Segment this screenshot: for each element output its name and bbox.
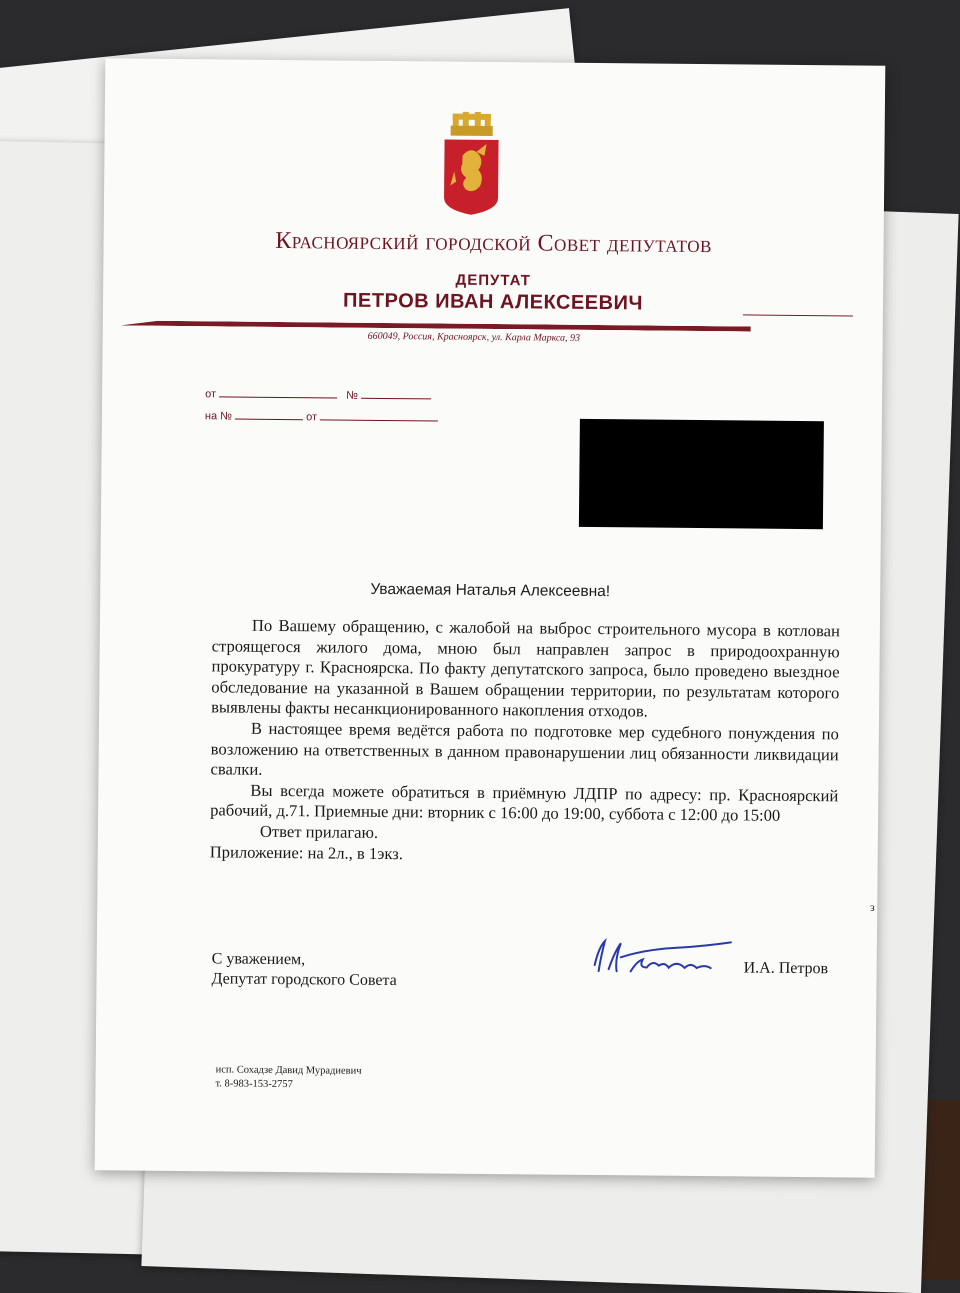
body-paragraph: Ответ прилагаю.: [259, 821, 379, 842]
executor-name: исп. Сохадзе Давид Мурадиевич: [215, 1064, 362, 1077]
registration-from-row: [205, 387, 431, 402]
number-blank: [361, 389, 431, 400]
deputy-name: ПЕТРОВ ИВАН АЛЕКСЕЕВИЧ: [343, 289, 644, 315]
reply-number-blank: [235, 410, 303, 421]
reply-from-label: от: [306, 411, 318, 424]
body-paragraph: Вы всегда можете обратиться в приёмную ЛДПР по адресу: пр. Красноярский рабочий, д.71. Приемные дни: вторник с 16:00 до 19:00, суббота с 12:00 до 15:00: [210, 780, 839, 826]
reply-date-blank: [320, 410, 438, 421]
reply-number-label: на №: [204, 410, 233, 423]
letter-body: [210, 615, 840, 868]
redacted-recipient-block: [579, 419, 824, 529]
closing-block: [211, 949, 397, 991]
krasnoyarsk-coat-of-arms-icon: [440, 112, 503, 217]
letterhead-rule: [121, 320, 751, 331]
closing-regards: С уважением,: [211, 950, 306, 969]
handwritten-signature: [585, 931, 735, 982]
council-name: Красноярский городской Совет депутатов: [275, 227, 713, 259]
letter-page: [95, 58, 886, 1177]
letterhead-address: 660049, Россия, Красноярск, ул. Карла Маркса, 93: [367, 330, 581, 344]
closing-position: Депутат городского Совета: [211, 970, 397, 990]
body-paragraph: В настоящее время ведётся работа по подготовке мер судебного понуждения по возложению на ответственных в данном правонарушении лиц обязанности ликвидации свалки.: [210, 718, 839, 779]
registration-reply-row: [205, 409, 438, 424]
from-label: от: [205, 388, 217, 401]
signer-name: И.А. Петров: [743, 959, 829, 978]
greeting: Уважаемая Наталья Алексеевна!: [370, 580, 611, 601]
date-blank: [219, 387, 337, 398]
executor-phone: т. 8-983-153-2757: [215, 1078, 293, 1091]
underlying-page-mark: з: [870, 900, 875, 914]
number-label: №: [346, 389, 359, 402]
body-paragraph: По Вашему обращению, с жалобой на выброс строительного мусора в котлован строящегося жилого дома, мною был направлен запрос в природоохранную прокуратуру г. Красноярска. По факту депутатского запроса, было проведено выездное обследование на указанной в Вашем обращении территории, по результатам которого выявлены факты несанкционированного накопления отходов.: [211, 615, 840, 721]
executor-block: [215, 1063, 361, 1092]
deputy-label: ДЕПУТАТ: [455, 271, 531, 290]
attachment-line: Приложение: на 2л., в 1экз.: [209, 841, 404, 863]
